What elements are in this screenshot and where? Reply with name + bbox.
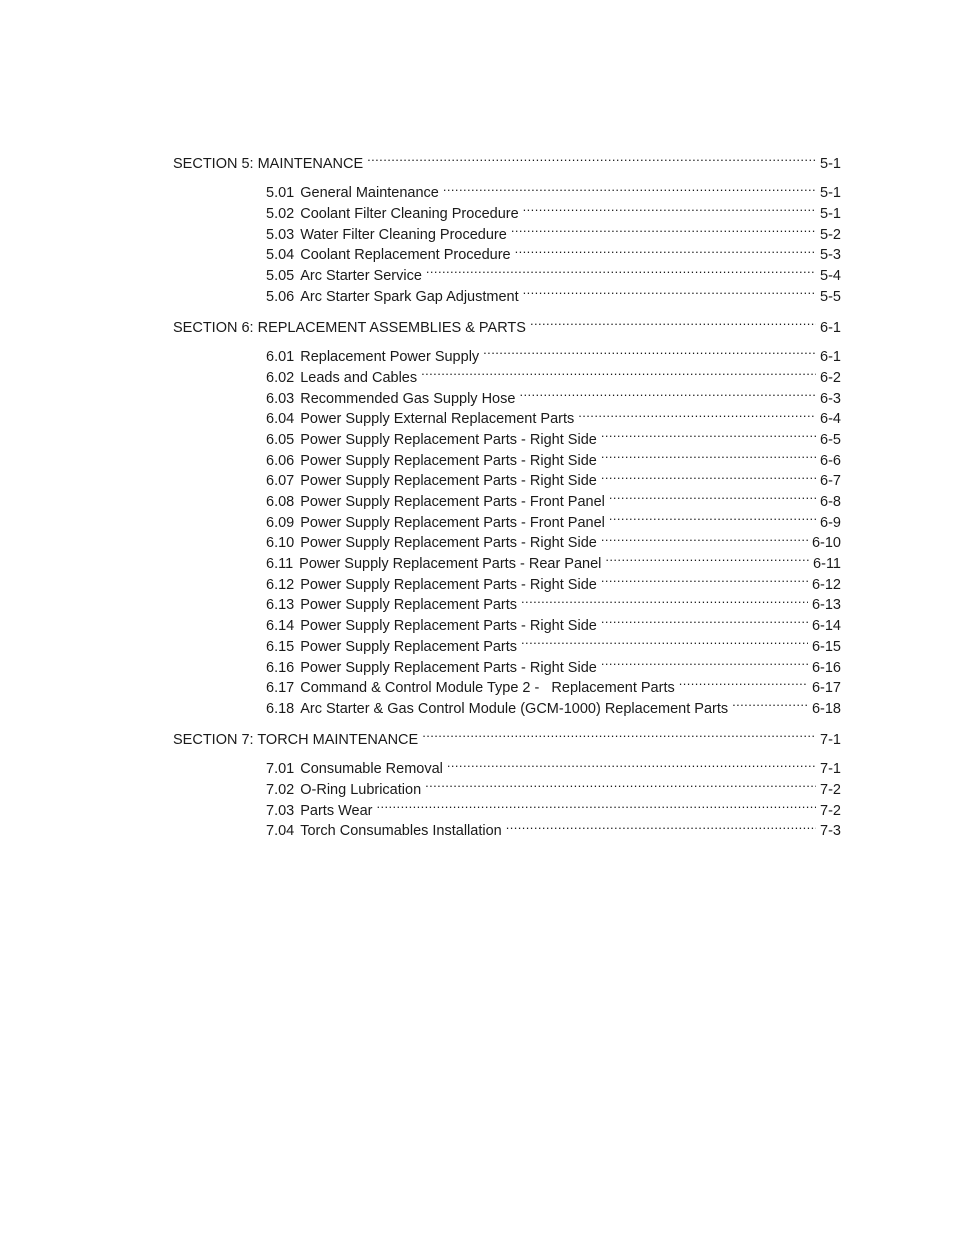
entry-text: O-Ring Lubrication xyxy=(300,781,422,798)
entry-text: Arc Starter & Gas Control Module (GCM-1000) Replacement Parts xyxy=(300,700,729,717)
dot-leader xyxy=(425,773,816,794)
section-entries xyxy=(173,753,841,840)
entry-number: 6.08 xyxy=(266,494,295,510)
entry-number: 7.02 xyxy=(266,781,295,798)
entry-title xyxy=(266,389,515,410)
entry-text: General Maintenance xyxy=(300,185,439,202)
dot-leader xyxy=(511,218,816,239)
entry-title xyxy=(266,595,517,616)
entry-number: 6.15 xyxy=(266,638,295,655)
entry-title xyxy=(266,533,597,554)
entry-number: 6.18 xyxy=(266,700,295,717)
entry-title xyxy=(266,678,675,699)
entry-number: 5.02 xyxy=(266,206,295,223)
entry-number: 7.01 xyxy=(266,761,295,778)
entry-text: Arc Starter Service xyxy=(300,268,422,285)
entry-number: 6.17 xyxy=(266,680,295,697)
section-entries xyxy=(173,177,841,305)
section-heading: SECTION 7: TORCH MAINTENANCE xyxy=(173,731,419,748)
dot-leader xyxy=(679,672,808,693)
entry-number: 6.14 xyxy=(266,618,295,635)
entry-number: 5.03 xyxy=(266,226,295,243)
page-number: 5-1 xyxy=(820,155,841,172)
dot-leader xyxy=(523,280,816,301)
page-number: 6-1 xyxy=(820,319,841,336)
entry-title xyxy=(266,204,519,225)
entry-title xyxy=(266,801,373,822)
entry-text: Arc Starter Spark Gap Adjustment xyxy=(300,288,519,305)
entry-title xyxy=(266,287,519,308)
dot-leader xyxy=(578,403,816,424)
page-number: 6-3 xyxy=(820,390,841,407)
entry-title xyxy=(266,637,517,658)
dot-leader xyxy=(601,444,816,465)
dot-leader xyxy=(521,589,808,610)
toc-section xyxy=(173,723,841,840)
entry-text: Power Supply Replacement Parts xyxy=(300,638,518,655)
entry-title xyxy=(266,554,601,575)
page-number: 7-1 xyxy=(820,761,841,778)
dot-leader xyxy=(506,815,816,836)
entry-number: 5.04 xyxy=(266,247,295,264)
section-heading-row[interactable] xyxy=(173,147,841,172)
entry-number: 6.13 xyxy=(266,597,295,614)
entry-number: 6.07 xyxy=(266,473,295,490)
entry-text: Power Supply Replacement Parts - Rear Panel xyxy=(299,556,602,573)
page-number: 6-15 xyxy=(811,638,841,655)
dot-leader xyxy=(377,794,817,815)
entry-title xyxy=(266,368,417,389)
entry-text: Power Supply Replacement Parts xyxy=(300,597,518,614)
entry-number: 6.16 xyxy=(266,659,295,676)
entry-number: 6.05 xyxy=(266,431,295,448)
entry-text: Power Supply Replacement Parts - Front Panel xyxy=(300,514,605,531)
entry-title xyxy=(266,225,507,246)
entry-text: Torch Consumables Installation xyxy=(300,823,502,840)
entry-number: 6.04 xyxy=(266,411,295,428)
entry-number: 6.01 xyxy=(266,349,295,366)
page-number: 6-9 xyxy=(820,514,841,531)
page-number: 7-1 xyxy=(820,731,841,748)
page-number: 5-1 xyxy=(820,185,841,202)
entry-number: 6.06 xyxy=(266,452,295,469)
entry-title xyxy=(266,699,728,720)
entry-title xyxy=(266,183,439,204)
page-number: 5-1 xyxy=(820,206,841,223)
dot-leader xyxy=(367,147,816,168)
entry-text: Power Supply Replacement Parts - Right Side xyxy=(300,535,597,552)
entry-title xyxy=(266,513,605,534)
page-number: 7-2 xyxy=(820,781,841,798)
dot-leader xyxy=(483,341,816,362)
dot-leader xyxy=(422,723,816,744)
page-number: 6-17 xyxy=(811,680,841,697)
entry-text: Parts Wear xyxy=(300,802,373,819)
table-of-contents xyxy=(173,147,841,845)
dot-leader xyxy=(601,609,808,630)
dot-leader xyxy=(519,382,816,403)
entry-text: Power Supply Replacement Parts - Right Side xyxy=(300,452,597,469)
section-heading-row[interactable] xyxy=(173,723,841,748)
entry-text: Leads and Cables xyxy=(300,369,418,386)
page-number: 6-14 xyxy=(811,618,841,635)
entry-text: Replacement Power Supply xyxy=(300,349,480,366)
section-heading: SECTION 6: REPLACEMENT ASSEMBLIES & PARTS xyxy=(173,319,526,336)
entry-title xyxy=(266,409,574,430)
dot-leader xyxy=(601,568,808,589)
page-number: 6-10 xyxy=(811,535,841,552)
page-number: 6-18 xyxy=(811,700,841,717)
entry-text: Command & Control Module Type 2 - Replacement Parts xyxy=(300,680,675,697)
entry-title xyxy=(266,266,422,287)
page-number: 6-5 xyxy=(820,431,841,448)
dot-leader xyxy=(609,485,816,506)
entry-text: Power Supply Replacement Parts - Right Side xyxy=(300,473,597,490)
entry-title xyxy=(266,430,597,451)
entry-text: Power Supply External Replacement Parts xyxy=(300,411,575,428)
entry-text: Consumable Removal xyxy=(300,761,443,778)
dot-leader xyxy=(421,361,816,382)
page-number: 6-6 xyxy=(820,452,841,469)
toc-section xyxy=(173,147,841,305)
page-number: 6-1 xyxy=(820,349,841,366)
page-number: 7-2 xyxy=(820,802,841,819)
page-number: 6-7 xyxy=(820,473,841,490)
entry-text: Power Supply Replacement Parts - Right Side xyxy=(300,659,597,676)
dot-leader xyxy=(601,465,816,486)
page-number: 5-4 xyxy=(820,268,841,285)
dot-leader xyxy=(521,630,808,651)
dot-leader xyxy=(601,651,808,672)
entry-title xyxy=(266,492,605,513)
section-heading: SECTION 5: MAINTENANCE xyxy=(173,155,364,172)
page-number: 5-3 xyxy=(820,247,841,264)
entry-text: Power Supply Replacement Parts - Front Panel xyxy=(300,494,605,510)
page-number: 6-16 xyxy=(811,659,841,676)
entry-number: 5.05 xyxy=(266,268,295,285)
page-number: 5-5 xyxy=(820,288,841,305)
entry-title xyxy=(266,658,597,679)
entry-number: 7.04 xyxy=(266,823,295,840)
entry-number: 6.11 xyxy=(266,556,294,573)
section-heading-row[interactable] xyxy=(173,311,841,336)
toc-entry[interactable] xyxy=(266,341,841,366)
page-number: 6-13 xyxy=(811,597,841,614)
entry-text: Coolant Replacement Procedure xyxy=(300,247,511,264)
dot-leader xyxy=(443,177,816,198)
entry-text: Power Supply Replacement Parts - Right Side xyxy=(300,431,597,448)
entry-title xyxy=(266,471,597,492)
entry-title xyxy=(266,759,443,780)
entry-number: 6.02 xyxy=(266,369,295,386)
entry-title xyxy=(266,821,502,842)
entry-number: 6.09 xyxy=(266,514,295,531)
entry-text: Recommended Gas Supply Hose xyxy=(300,390,516,407)
entry-text: Water Filter Cleaning Procedure xyxy=(300,226,507,243)
page-number: 5-2 xyxy=(820,226,841,243)
toc-entry[interactable] xyxy=(266,753,841,778)
dot-leader xyxy=(732,692,808,713)
page-number: 6-12 xyxy=(811,576,841,593)
entry-number: 5.06 xyxy=(266,288,295,305)
entry-number: 7.03 xyxy=(266,802,295,819)
dot-leader xyxy=(609,506,816,527)
dot-leader xyxy=(515,239,816,260)
dot-leader xyxy=(605,547,809,568)
dot-leader xyxy=(426,259,816,280)
entry-number: 6.03 xyxy=(266,390,295,407)
entry-text: Power Supply Replacement Parts - Right Side xyxy=(300,576,597,593)
page-number: 6-8 xyxy=(820,494,841,510)
entry-text: Coolant Filter Cleaning Procedure xyxy=(300,206,519,223)
dot-leader xyxy=(523,197,816,218)
dot-leader xyxy=(447,753,816,774)
page-number: 6-11 xyxy=(813,556,841,573)
entry-text: Power Supply Replacement Parts - Right Side xyxy=(300,618,597,635)
page-number: 6-2 xyxy=(820,369,841,386)
dot-leader xyxy=(601,527,808,548)
toc-section xyxy=(173,311,841,717)
page-number: 6-4 xyxy=(820,411,841,428)
page-number: 7-3 xyxy=(820,823,841,840)
entry-title xyxy=(266,451,597,472)
entry-number: 5.01 xyxy=(266,185,295,202)
entry-number: 6.12 xyxy=(266,576,295,593)
entry-number: 6.10 xyxy=(266,535,295,552)
dot-leader xyxy=(601,423,816,444)
section-entries xyxy=(173,341,841,717)
toc-entry[interactable] xyxy=(266,177,841,202)
dot-leader xyxy=(530,311,816,332)
